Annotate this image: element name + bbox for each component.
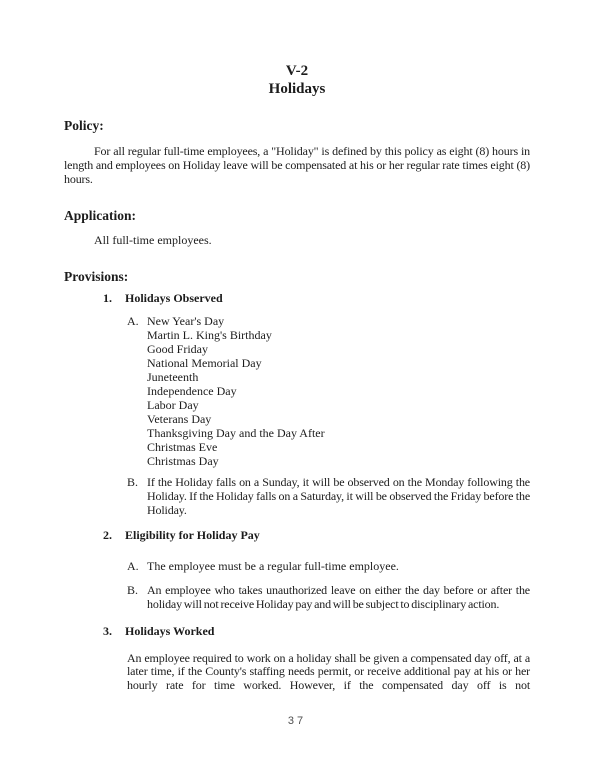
holiday-list-item: Independence Day (147, 383, 237, 398)
holiday-list-item: National Memorial Day (147, 355, 262, 370)
provision-1-title: Holidays Observed (125, 291, 223, 306)
document-title-block (64, 62, 530, 98)
provision-1-item-b-text: If the Holiday falls on a Sunday, it will be observed on the Monday following the Holiday. If the Holiday falls on a Saturday, it will be observed the Friday before the Holiday. (147, 474, 530, 517)
provision-2-number: 2. (103, 527, 112, 542)
holiday-list-item: Juneteenth (147, 369, 199, 384)
provision-1-number: 1. (103, 291, 112, 306)
application-paragraph: All full-time employees. (94, 233, 212, 248)
policy-paragraph: For all regular full-time employees, a "Holiday" is defined by this policy as eight (8) hours in length and employees on Holiday leave will be compensated at his or her regular rate times eight (8) hours. (64, 144, 530, 186)
provision-2 (64, 529, 530, 611)
document-title: Holidays (268, 81, 326, 97)
provision-1-item-a-letter: A. (127, 313, 139, 328)
holiday-list-item: Thanksgiving Day and the Day After (147, 425, 325, 440)
provision-2-title: Eligibility for Holiday Pay (125, 527, 260, 542)
provision-3-paragraph: An employee required to work on a holiday shall be given a compensated day off, at a later time, if the County's staffing needs permit, or receive additional pay at his or her hourly rate for time worked. However, if the compensated day off is not (127, 650, 530, 693)
provision-2-item-b-text: An employee who takes unauthorized leave on either the day before or after the holiday will not receive Holiday pay and will be subject to disciplinary action. (147, 582, 530, 611)
holiday-list-item: Good Friday (147, 341, 208, 356)
page-number: 37 (287, 714, 307, 727)
provision-2-item-b (127, 583, 530, 611)
provision-3-title: Holidays Worked (125, 623, 215, 638)
provision-3-title-row (103, 625, 530, 639)
provision-1-item-b-letter: B. (127, 474, 139, 489)
provision-2-item-a-text: The employee must be a regular full-time employee. (147, 558, 399, 573)
holiday-list-item: Martin L. King's Birthday (147, 327, 272, 342)
provisions-heading: Provisions: (64, 269, 129, 285)
policy-heading: Policy: (64, 118, 104, 133)
provision-1-item-b (127, 475, 530, 517)
provision-2-item-a-letter: A. (127, 558, 139, 573)
provision-3-number: 3. (103, 623, 112, 638)
application-heading: Application: (64, 208, 137, 224)
holiday-list-item: New Year's Day (147, 313, 225, 328)
holiday-list-item: Labor Day (147, 397, 199, 412)
holiday-list-item: Christmas Eve (147, 439, 218, 454)
provision-2-title-row (103, 529, 530, 543)
provision-1 (64, 292, 530, 517)
holiday-list (147, 314, 530, 468)
provision-2-item-a (127, 559, 530, 573)
provision-1-item-a (127, 314, 530, 468)
provision-1-title-row (103, 292, 530, 306)
document-code: V-2 (285, 63, 309, 79)
holiday-list-item: Christmas Day (147, 453, 219, 468)
provision-3 (64, 625, 530, 693)
holiday-list-item: Veterans Day (147, 411, 212, 426)
provision-2-item-b-letter: B. (127, 582, 139, 597)
